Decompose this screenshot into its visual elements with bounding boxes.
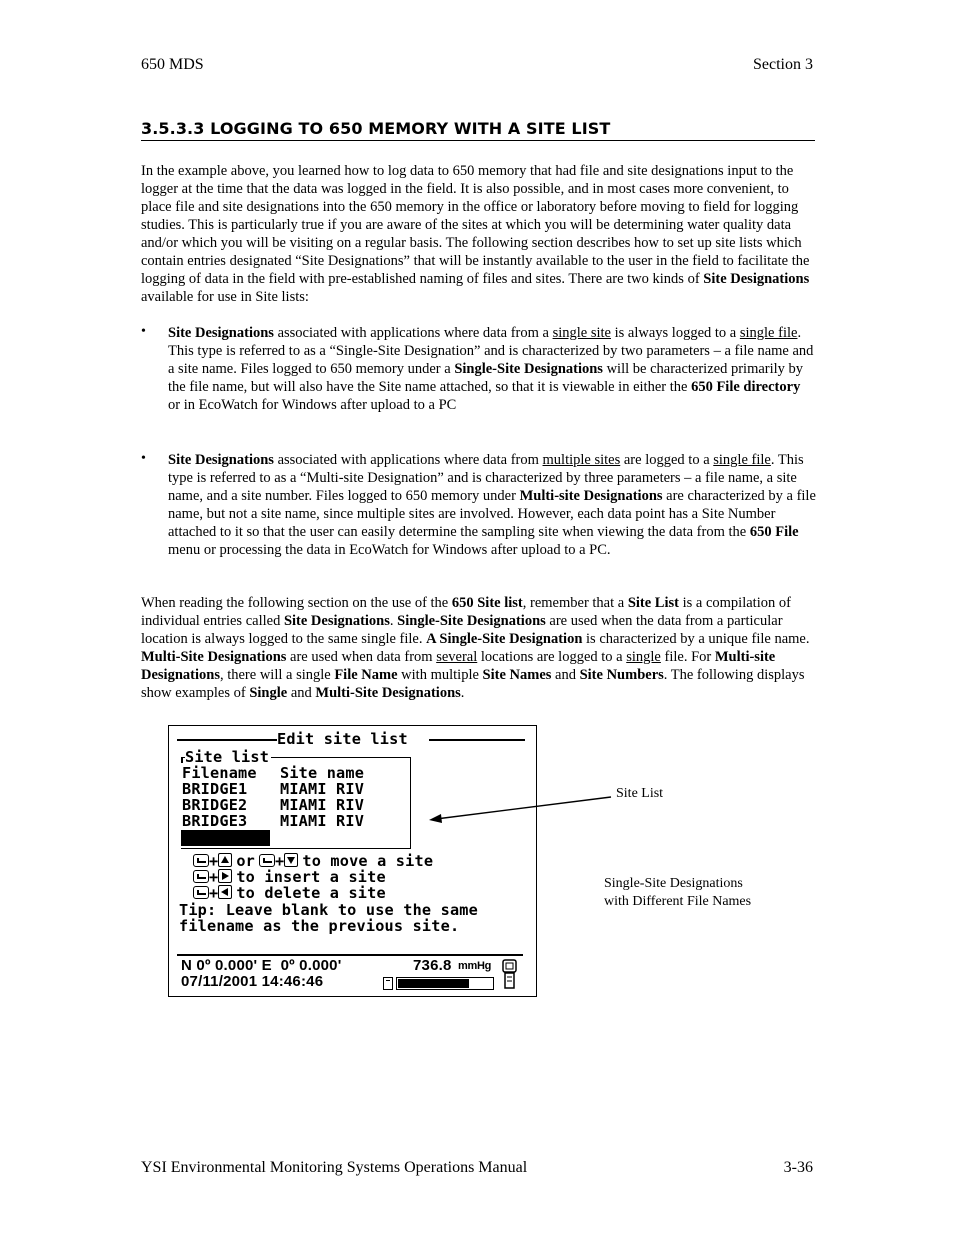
bullet-icon: •: [141, 324, 146, 339]
title-rule-right: [429, 739, 525, 741]
right-arrow-key-icon: [218, 869, 232, 883]
section-title: 3.5.3.3 LOGGING TO 650 MEMORY WITH A SITE LIST: [141, 119, 815, 141]
col-filename: Filename: [182, 764, 257, 782]
datetime-readout: 07/11/2001 14:46:46: [181, 973, 324, 990]
battery-gauge-fill: [398, 979, 469, 988]
callout-designation-line-2: with Different File Names: [604, 894, 752, 909]
groupbox-corner: [181, 757, 183, 763]
site-list-paragraph: When reading the following section on the use of the 650 Site list, remember that a Site List is a compilation of individual entries called Site Designations. Single-Site Designations are used when the data from a particular location is always logged to the same single file. A Single-Site Designation is characterized by a unique file name. Multi-Site Designations are used when data from several locations are logged to a single file. For Multi-site Designations, there will a single File Name with multiple Site Names and Site Numbers. The following displays show examples of Single and Multi-Site Designations.: [141, 595, 810, 701]
tip-line-2: filename as the previous site.: [179, 917, 460, 935]
intro-paragraph: In the example above, you learned how to log data to 650 memory that had file and site designations input to the logger at the time that the data was logged in the field. It is also possible, and in most cases more convenient, to place file and site designations into the 650 memory in the office or laboratory before moving to field for logging studies. This is particularly true if you are aware of the sites at which you will be determining water quality data and/or which you will be visiting on a regular basis. The following section describes how to set up site lists which contain entries designated “Site Designations” that will be instantly available to the user in the field to facilitate the logging of data in the field with pre-established naming of files and sites. There are two kinds of Site Designations available for use in Site lists:: [141, 163, 810, 305]
left-arrow-key-icon: [218, 885, 232, 899]
pressure-unit: mmHg: [458, 960, 492, 972]
status-divider: [177, 954, 523, 956]
bullet-icon: •: [141, 451, 146, 466]
help-insert-line: + to insert a site: [193, 869, 386, 887]
site-list-label: Site list: [185, 748, 270, 766]
tip-line-1: Tip: Leave blank to use the same: [179, 901, 478, 919]
down-arrow-key-icon: [284, 853, 298, 867]
help-delete-line: + to delete a site: [193, 885, 386, 903]
screen-title: Edit site list: [277, 730, 408, 748]
enter-key-icon: [193, 854, 209, 867]
bullet-single-site: Site Designations associated with applications where data from a single site is always logged to a single file. This type is referred to as a “Single-Site Designation” and is characterized by two parameters – a file name and a site name. Files logged to 650 memory under a Single-Site Designations will be characterized primarily by the file name, but will also have the Site name attached, so that it is viewable in either the 650 File directory or in EcoWatch for Windows after upload to a PC: [168, 325, 814, 413]
row-file-2[interactable]: BRIDGE2: [182, 796, 248, 814]
pressure-value: 736.8: [413, 957, 452, 974]
edit-site-list-screen: [168, 725, 537, 997]
title-rule-left: [177, 739, 277, 741]
row-site-1[interactable]: MIAMI RIV: [280, 780, 365, 798]
callout-arrow: [420, 785, 615, 830]
selection-cursor[interactable]: [181, 830, 270, 846]
row-site-3[interactable]: MIAMI RIV: [280, 812, 365, 830]
col-sitename: Site name: [280, 764, 365, 782]
row-site-2[interactable]: MIAMI RIV: [280, 796, 365, 814]
running-header-right: Section 3: [753, 56, 813, 73]
bullet-multi-site: Site Designations associated with applications where data from multiple sites are logged to a single file. This type is referred to as a “Multi-site Designation” and is characterized by three parameters – a file name, a site name, and a site number. Files logged to 650 memory under Multi-site Designations are characterized by a file name, but not a site name, since multiple sites are involved. However, each data point has a Site Number attached to it so that the user can easily determine the sampling site when viewing the data from the 650 File menu or processing the data in EcoWatch for Windows after upload to a PC.: [168, 452, 816, 558]
up-arrow-key-icon: [218, 853, 232, 867]
help-move-line: + or + to move a site: [193, 853, 433, 871]
enter-key-icon: [193, 870, 209, 883]
battery-icon: [383, 977, 393, 990]
callout-designation-line-1: Single-Site Designations: [604, 876, 743, 891]
callout-site-list: Site List: [616, 786, 664, 801]
probe-icon: [502, 959, 517, 989]
footer-left: YSI Environmental Monitoring Systems Operations Manual: [141, 1159, 528, 1176]
enter-key-icon: [193, 886, 209, 899]
row-file-1[interactable]: BRIDGE1: [182, 780, 248, 798]
battery-gauge: [396, 977, 494, 990]
footer-page-number: 3-36: [783, 1159, 813, 1176]
gps-readout: N 0º 0.000' E 0º 0.000': [181, 957, 342, 974]
enter-key-icon: [259, 854, 275, 867]
running-header-left: 650 MDS: [141, 56, 204, 73]
row-file-3[interactable]: BRIDGE3: [182, 812, 248, 830]
